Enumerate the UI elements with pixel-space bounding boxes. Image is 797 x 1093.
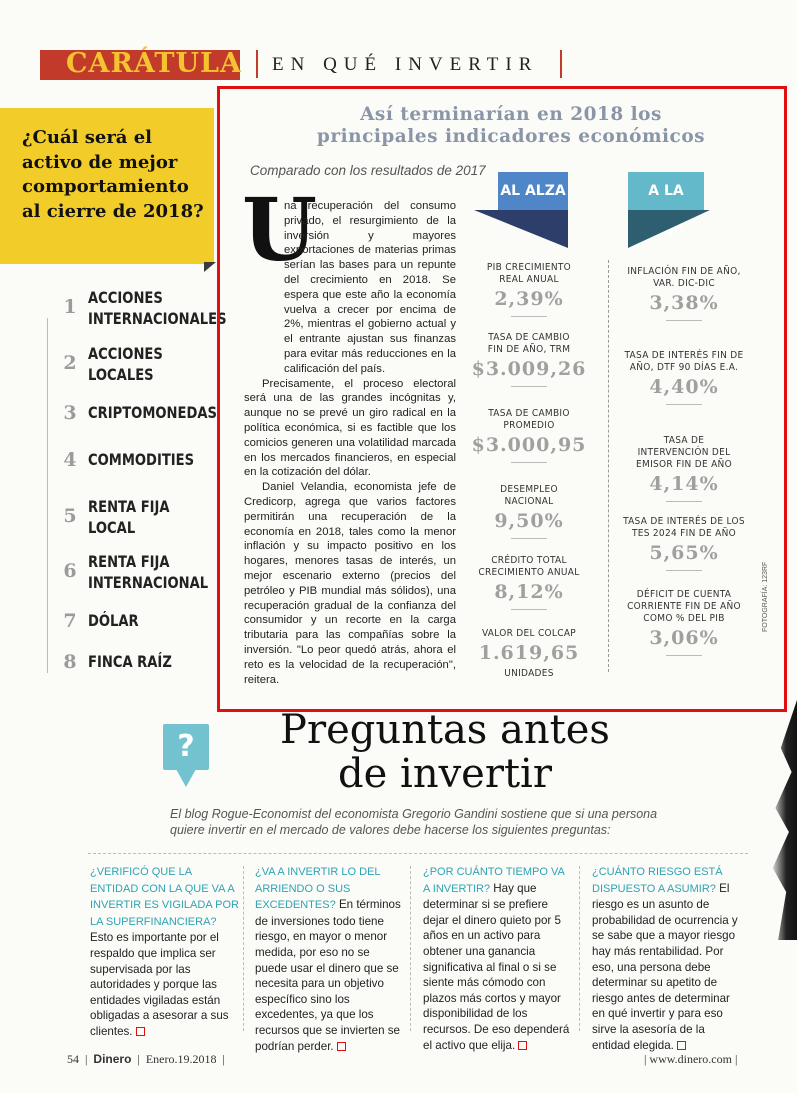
asset-label: CRIPTOMONEDAS bbox=[88, 403, 217, 422]
article-paragraph: Precisamente, el proceso electoral será una de las grandes incógnitas y, aunque no se prevé un giro radical en la política económica, si es factible que los comicios generen una volatilidad marcada en los mercados financieros, en especial en la cotización del dólar. bbox=[244, 377, 456, 479]
column-divider bbox=[243, 866, 245, 1031]
issue-date: Enero.19.2018 bbox=[145, 1052, 217, 1066]
asset-number: 2 bbox=[63, 352, 77, 374]
indicator-rule bbox=[511, 462, 547, 463]
end-mark-icon bbox=[337, 1042, 346, 1051]
column-divider bbox=[410, 866, 412, 1031]
indicator-rule bbox=[511, 316, 547, 317]
question-box-fold bbox=[204, 262, 216, 272]
indicator-label: PIB CRECIMIENTO REAL ANUAL bbox=[486, 262, 572, 285]
indicator-label: VALOR DEL COLCAP bbox=[481, 628, 577, 639]
indicator-unit: UNIDADES bbox=[504, 668, 554, 679]
asset-number: 8 bbox=[63, 651, 77, 673]
question-heading: ¿VERIFICÓ QUE LA ENTIDAD CON LA QUE VA A INVERTIR ES VIGILADA POR LA SUPERFINANCIERA? bbox=[90, 866, 239, 928]
indicator-value: $3.000,95 bbox=[471, 434, 587, 456]
article-paragraph: na recuperación del consumo privado, el resurgimiento de la inversión y mayores exportaciones de materias primas serían las bases para un repunte del crecimiento en 2018. Se espera que este año la economía vuelva a crecer por encima de 2%, mientras el gobierno actual y el entrante ajustan sus finanzas para evitar más reducciones en la calificación del país. bbox=[284, 200, 456, 375]
question-heading: ¿POR CUÁNTO TIEMPO VA A INVERTIR? bbox=[423, 866, 565, 895]
indicator-value: $3.009,26 bbox=[471, 358, 587, 380]
box-title-line: Así terminarían en 2018 los bbox=[360, 104, 662, 125]
indicator-value: 1.619,65 bbox=[478, 642, 580, 664]
up-flag-tail bbox=[474, 210, 568, 248]
indicator-rule bbox=[666, 404, 702, 405]
end-mark-icon bbox=[136, 1027, 145, 1036]
magazine-name: Dinero bbox=[93, 1052, 132, 1066]
asset-number: 4 bbox=[63, 449, 77, 471]
divider bbox=[88, 853, 748, 855]
indicator-rule bbox=[666, 320, 702, 321]
box-title-line: principales indicadores económicos bbox=[316, 126, 706, 147]
section-title: CARÁTULA bbox=[66, 48, 242, 79]
indicator-rule bbox=[666, 570, 702, 571]
indicator-label: TASA DE INTERÉS DE LOS TES 2024 FIN DE AÑO bbox=[623, 516, 745, 539]
up-flag: AL ALZA bbox=[498, 172, 568, 210]
question-item bbox=[90, 864, 240, 1040]
indicator-value: 4,14% bbox=[649, 473, 719, 495]
indicator-label: DESEMPLEO NACIONAL bbox=[500, 484, 558, 507]
section-headline bbox=[220, 708, 670, 796]
question-item bbox=[423, 864, 573, 1053]
headline-line: de invertir bbox=[338, 751, 552, 797]
intro-text: El blog Rogue-Economist del economista Gregorio Gandini sostiene que si una persona quiere invertir en el mercado de valores debe hacerse los siguientes preguntas: bbox=[170, 807, 658, 837]
question-item bbox=[592, 864, 742, 1053]
question-answer: El riesgo es un asunto de probabilidad de ocurrencia y se sabe que a mayor riesgo hay más rentabilidad. Por eso, una persona debe determinar su apetito de riesgo antes de determinar en qué invertir y para eso sirve la asesoría de la entidad elegida. bbox=[592, 881, 738, 1052]
indicator-rule bbox=[666, 655, 702, 656]
divider bbox=[256, 50, 258, 78]
asset-number: 1 bbox=[63, 296, 77, 318]
indicator-value: 9,50% bbox=[494, 510, 564, 532]
asset-label: RENTA FIJA INTERNACIONAL bbox=[88, 552, 209, 592]
indicator-label: INFLACIÓN FIN DE AÑO, VAR. DIC-DIC bbox=[627, 266, 741, 289]
indicator-rule bbox=[511, 386, 547, 387]
indicator-label: TASA DE CAMBIO PROMEDIO bbox=[488, 408, 570, 431]
question-item bbox=[255, 864, 405, 1054]
box-subtitle: Comparado con los resultados de 2017 bbox=[250, 163, 486, 178]
asset-label: ACCIONES LOCALES bbox=[88, 344, 163, 384]
article-body bbox=[244, 199, 456, 687]
question-answer: Esto es importante por el respaldo que implica ser supervisada por las autoridades y porque las entidades vigiladas están obligadas a asesorar a sus clientes. bbox=[90, 931, 229, 1038]
asset-number: 3 bbox=[63, 402, 77, 424]
asset-number: 7 bbox=[63, 610, 77, 632]
indicator-rule bbox=[511, 538, 547, 539]
asset-label: DÓLAR bbox=[88, 611, 139, 630]
question-mark-glyph: ? bbox=[177, 729, 195, 764]
divider bbox=[47, 318, 48, 673]
indicator-value: 3,06% bbox=[649, 627, 719, 649]
question-icon-tail bbox=[176, 769, 196, 787]
indicator-value: 5,65% bbox=[649, 542, 719, 564]
end-mark-icon bbox=[518, 1041, 527, 1050]
indicator-label: CRÉDITO TOTAL CRECIMIENTO ANUAL bbox=[478, 555, 580, 578]
down-flag-tail bbox=[628, 210, 710, 248]
indicator-value: 3,38% bbox=[649, 292, 719, 314]
photo-credit: FOTOGRAFÍA: 123RF bbox=[762, 561, 769, 632]
asset-number: 6 bbox=[63, 560, 77, 582]
box-title bbox=[236, 104, 786, 148]
question-answer: En términos de inversiones todo tiene riesgo, en mayor o menor medida, por eso no se puede usar el dinero que se necesita para un objetivo específico sino los excedentes, ya que los recursos que se invierten se podrían perder. bbox=[255, 898, 401, 1053]
end-mark-icon bbox=[677, 1041, 686, 1050]
article-paragraph: Daniel Velandia, economista jefe de Credicorp, agrega que varios factores permitirán una recuperación de la economía en 2018, tales como la menor inflación y su impacto positivo en los hogares, menores tasas de interés, un mejor escenario externo (precios del petróleo y PIB mundial más sólidos), una recuperación gradual de la confianza del consumidor y un recorte en la carga tributaria para las compañías sobre la inversión. "Lo peor quedó atrás, ahora el reto es la velocidad de la recuperación", reitera. bbox=[244, 481, 456, 686]
indicator-label: TASA DE INTERÉS FIN DE AÑO, DTF 90 DÍAS E.A. bbox=[624, 350, 744, 373]
asset-label: RENTA FIJA LOCAL bbox=[88, 497, 170, 537]
asset-label: COMMODITIES bbox=[88, 450, 195, 469]
question-text: ¿Cuál será el activo de mejor comportamiento al cierre de 2018? bbox=[22, 127, 204, 222]
column-divider bbox=[579, 866, 581, 1031]
indicator-label: TASA DE INTERVENCIÓN DEL EMISOR FIN DE AÑO bbox=[636, 435, 732, 470]
asset-label: ACCIONES INTERNACIONALES bbox=[88, 288, 227, 328]
indicator-value: 4,40% bbox=[649, 376, 719, 398]
indicator-label: TASA DE CAMBIO FIN DE AÑO, TRM bbox=[487, 332, 571, 355]
subsection-title: EN QUÉ INVERTIR bbox=[272, 54, 539, 75]
indicator-value: 8,12% bbox=[494, 581, 564, 603]
plant-leaf-image bbox=[770, 700, 797, 940]
footer-left: 54 | Dinero | Enero.19.2018 | bbox=[67, 1052, 225, 1066]
question-answer: Hay que determinar si se prefiere dejar el dinero quieto por 5 años en un activo para obtener una ganancia significativa al final o si se siente más cómodo con plazos más cortos y mayor disponibilidad de los recursos. De eso dependerá el activo que elija. bbox=[423, 881, 570, 1052]
headline-line: Preguntas antes bbox=[280, 707, 610, 753]
asset-number: 5 bbox=[63, 505, 77, 527]
drop-cap: U bbox=[242, 180, 317, 281]
footer-right: | www.dinero.com | bbox=[644, 1052, 738, 1066]
divider bbox=[560, 50, 562, 78]
question-heading: ¿CUÁNTO RIESGO ESTÁ DISPUESTO A ASUMIR? bbox=[592, 866, 723, 895]
indicator-label: DÉFICIT DE CUENTA CORRIENTE FIN DE AÑO COMO % DEL PIB bbox=[627, 589, 741, 624]
asset-label: FINCA RAÍZ bbox=[88, 652, 172, 671]
website-url: www.dinero.com bbox=[649, 1052, 732, 1066]
down-flag: A LA BAJA bbox=[628, 172, 704, 210]
column-divider bbox=[608, 260, 610, 672]
indicator-rule bbox=[511, 609, 547, 610]
page-number: 54 bbox=[67, 1052, 79, 1066]
indicator-value: 2,39% bbox=[494, 288, 564, 310]
indicator-rule bbox=[666, 501, 702, 502]
question-heading: ¿VA A INVERTIR LO DEL ARRIENDO O SUS EXCEDENTES? bbox=[255, 866, 381, 912]
